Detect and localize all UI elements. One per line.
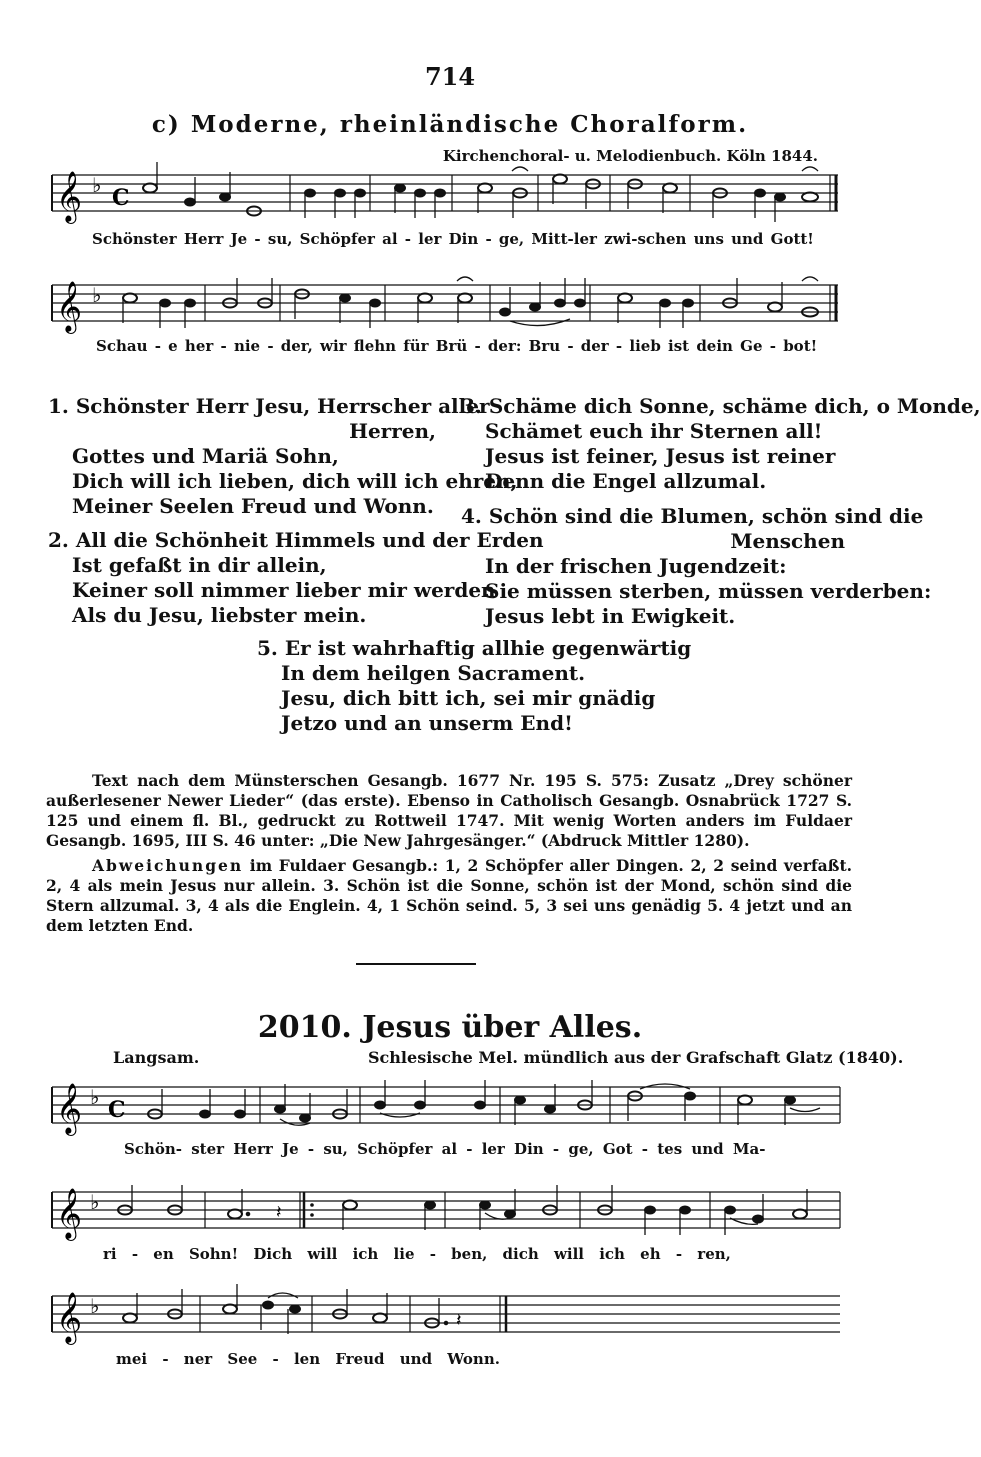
svg-text:𝄞: 𝄞 (56, 1083, 83, 1134)
verse-5 (257, 636, 692, 736)
hymn2010-source: Schlesische Mel. mündlich aus der Grafschaft Glatz (1840). (368, 1048, 904, 1067)
svg-text:♭: ♭ (90, 1085, 100, 1109)
verse-1-line1-cont: Herren, (349, 419, 436, 443)
verse-5-line2: In dem heilgen Sacrament. (281, 661, 586, 685)
verse-4-line3: Sie müssen sterben, müssen verderben: (485, 579, 932, 603)
verse-5-line3: Jesu, dich bitt ich, sei mir gnädig (281, 686, 656, 710)
verse-2-line4: Als du Jesu, liebster mein. (72, 603, 367, 627)
verse-1 (48, 394, 518, 519)
verse-2-line3: Keiner soll nimmer lieber mir werden (72, 578, 496, 602)
svg-text:♭: ♭ (90, 1294, 100, 1318)
music-staff-4 (40, 1180, 850, 1242)
hymn2010-lyrics-line1: Schön- ster Herr Je - su, Schöpfer al - ler Din - ge, Got - tes und Ma- (124, 1140, 766, 1158)
section-divider (356, 963, 476, 965)
svg-text:𝄞: 𝄞 (56, 171, 83, 222)
svg-text:♭: ♭ (90, 1190, 100, 1214)
svg-text:♭: ♭ (92, 173, 102, 197)
variants-text: im Fuldaer Gesangb.: 1, 2 Schöpfer aller Dingen. 2, 2 seind verfaßt. 2, 4 als mein Jesus nur allein. 3. Schön ist die Sonne, schön ist der Mond, schön sind die Stern allzumal. 3, 4 als die Englein. 4, 1 Schön seind. 5, 3 sei uns genädig 5. 4 jetzt und an dem letzten End. (46, 856, 852, 935)
variants-note (46, 856, 852, 936)
hymn2010-lyrics-line3: mei - ner See - len Freud und Wonn. (116, 1350, 500, 1368)
verse-3-line4: Denn die Engel allzumal. (485, 469, 767, 493)
hymn1-lyrics-line1: Schönster Herr Je - su, Schöpfer al - ler Din - ge, Mitt-ler zwi-schen uns und Gott! (92, 230, 814, 248)
verse-1-line3: Dich will ich lieben, dich will ich ehren, (72, 469, 518, 493)
verse-1-line2: Gottes und Mariä Sohn, (72, 444, 339, 468)
verse-1-line1: 1. Schönster Herr Jesu, Herrscher aller (48, 394, 490, 418)
verse-3-line3: Jesus ist feiner, Jesus ist reiner (485, 444, 836, 468)
music-staff-3 (40, 1075, 850, 1137)
verse-4-line1: 4. Schön sind die Blumen, schön sind die (461, 504, 924, 528)
variants-label: Abweichungen (92, 856, 244, 875)
verse-4-line4: Jesus lebt in Ewigkeit. (485, 604, 736, 628)
svg-text:𝄞: 𝄞 (56, 1188, 83, 1239)
verse-4 (461, 504, 932, 629)
svg-text:𝄞: 𝄞 (56, 1292, 83, 1343)
verse-3-line1: 3. Schäme dich Sonne, schäme dich, o Monde, (461, 394, 981, 418)
verse-5-line1: 5. Er ist wahrhaftig allhie gegenwärtig (257, 636, 692, 660)
svg-text:𝄽: 𝄽 (276, 1202, 282, 1223)
svg-text:C: C (108, 1097, 126, 1123)
source-note: Text nach dem Münsterschen Gesangb. 1677 Nr. 195 S. 575: Zusatz „Drey schöner außerlesener Newer Lieder“ (das erste). Ebenso in Catholisch Gesangb. Osnabrück 1727 S. 125 und einem fl. Bl., gedruckt zu Rottweil 1747. Mit wenig Worten anders im Fuldaer Gesangb. 1695, III S. 46 unter: „Die New Jahrgesänger.“ (Abdruck Mittler 1280). (46, 771, 852, 850)
hymn1-source: Kirchenchoral- u. Melodienbuch. Köln 1844. (442, 147, 818, 165)
music-staff-5 (40, 1284, 850, 1346)
svg-text:♭: ♭ (92, 283, 102, 307)
svg-text:𝄽: 𝄽 (456, 1310, 462, 1331)
hymn2010-lyrics-line2: ri - en Sohn! Dich will ich lie - ben, dich will ich eh - ren, (103, 1245, 731, 1263)
verse-3 (461, 394, 981, 494)
music-staff-1 (40, 165, 850, 225)
music-staff-2 (40, 275, 850, 335)
hymn1-lyrics-line2: Schau - e her - nie - der, wir flehn für Brü - der: Bru - der - lieb ist dein Ge - bot! (96, 337, 818, 355)
verse-2 (48, 528, 544, 628)
section-heading: c) Moderne, rheinländische Choralform. (151, 111, 749, 138)
page-number: 714 (424, 62, 476, 91)
verse-3-line2: Schämet euch ihr Sternen all! (485, 419, 823, 443)
verse-2-line1: 2. All die Schönheit Himmels und der Erden (48, 528, 544, 552)
svg-text:C: C (112, 185, 130, 211)
verse-4-line2: In der frischen Jugendzeit: (485, 554, 787, 578)
verse-1-line4: Meiner Seelen Freud und Wonn. (72, 494, 434, 518)
tempo-marking: Langsam. (113, 1048, 200, 1067)
verse-2-line2: Ist gefaßt in dir allein, (72, 553, 327, 577)
verse-5-line4: Jetzo und an unserm End! (281, 711, 573, 735)
hymn-title-2010: 2010. Jesus über Alles. (257, 1010, 643, 1045)
svg-text:𝄞: 𝄞 (56, 281, 83, 332)
verse-4-line1-cont: Menschen (730, 529, 845, 553)
